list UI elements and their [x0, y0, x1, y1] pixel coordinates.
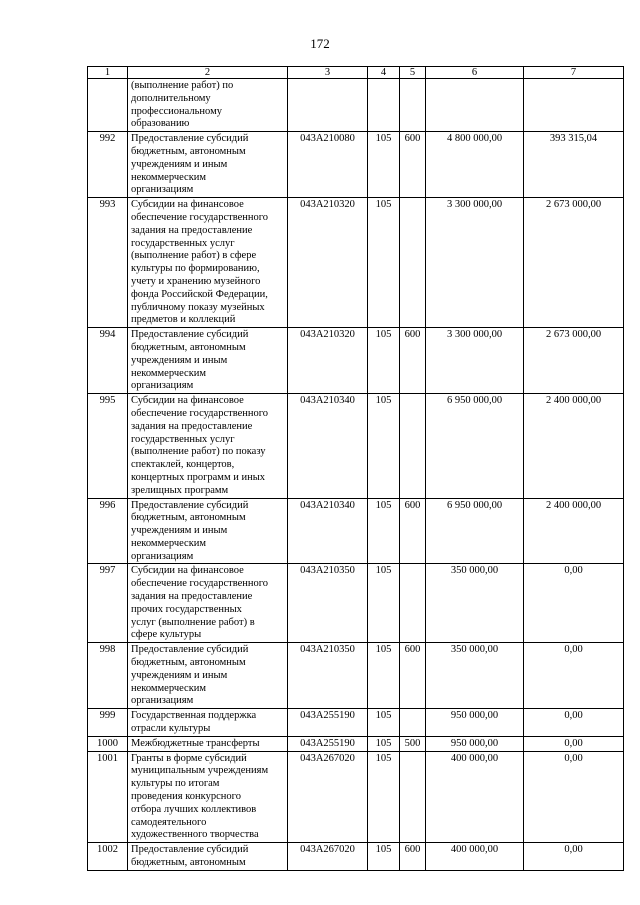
amount-col6-cell	[426, 643, 524, 709]
row-number-cell	[88, 198, 128, 328]
amount-col7-cell	[524, 328, 624, 394]
amount-col6-text: 350 000,00	[450, 565, 499, 577]
header-cell-3: 3	[288, 67, 368, 79]
description-text: Субсидии на финансовое обеспечение государственного задания на предоставление государственных услуг (выполнение работ) в сфере культуры по формированию, учету и хранению музейного фонда Российской Федерации, публичному показу музейных предметов и коллекций	[131, 199, 269, 326]
amount-col6-cell	[426, 843, 524, 871]
amount-col6-cell	[426, 736, 524, 751]
section-code-cell	[368, 843, 400, 871]
row-number-cell	[88, 751, 128, 843]
amount-col6-cell	[426, 328, 524, 394]
section-code-text: 105	[375, 710, 392, 722]
description-text: Субсидии на финансовое обеспечение государственного задания на предоставление прочих государственных услуг (выполнение работ) в сфере культуры	[131, 565, 269, 641]
section-code-cell	[368, 751, 400, 843]
description-cell	[128, 198, 288, 328]
row-number-cell	[88, 736, 128, 751]
expense-type-cell	[400, 709, 426, 737]
page-number: 172	[310, 36, 330, 51]
target-code-text: 043А210350	[300, 565, 355, 577]
target-code-text: 043А267020	[300, 752, 355, 764]
header-cell-2: 2	[128, 67, 288, 79]
expense-type-text: 600	[404, 499, 421, 511]
table-row	[88, 394, 624, 498]
amount-col6-cell	[426, 132, 524, 198]
description-cell	[128, 751, 288, 843]
row-number-cell	[88, 643, 128, 709]
section-code-text: 105	[375, 752, 392, 764]
header-cell-5: 5	[400, 67, 426, 79]
header-cell-4: 4	[368, 67, 400, 79]
header-cell-6: 6	[426, 67, 524, 79]
description-text: Межбюджетные трансферты	[131, 737, 260, 749]
row-number-cell	[88, 79, 128, 132]
amount-col7-cell	[524, 709, 624, 737]
expense-type-cell	[400, 394, 426, 498]
amount-col7-text: 2 400 000,00	[545, 499, 602, 511]
amount-col6-text: 3 300 000,00	[446, 329, 503, 341]
target-code-text: 043А210340	[300, 499, 355, 511]
target-code-text: 043А255190	[300, 710, 355, 722]
description-cell	[128, 132, 288, 198]
description-text: Предоставление субсидий бюджетным, автономным учреждениям и иным некоммерческим организациям	[131, 329, 249, 392]
amount-col7-text: 0,00	[564, 844, 583, 856]
amount-col6-cell	[426, 79, 524, 132]
table-row	[88, 498, 624, 564]
section-code-text: 105	[375, 329, 392, 341]
row-number-cell	[88, 709, 128, 737]
table-row	[88, 736, 624, 751]
target-code-cell	[288, 79, 368, 132]
row-number-text: 1001	[97, 752, 118, 764]
amount-col7-text: 2 673 000,00	[545, 329, 602, 341]
target-code-cell	[288, 328, 368, 394]
row-number-text: 992	[99, 133, 116, 145]
amount-col7-text: 0,00	[564, 752, 583, 764]
expense-type-cell	[400, 736, 426, 751]
target-code-text: 043А210320	[300, 329, 355, 341]
target-code-cell	[288, 736, 368, 751]
expense-type-cell	[400, 751, 426, 843]
expense-type-text: 600	[404, 644, 421, 656]
amount-col7-cell	[524, 643, 624, 709]
description-text: (выполнение работ) по дополнительному профессиональному образованию	[131, 80, 234, 130]
row-number-cell	[88, 132, 128, 198]
amount-col6-text: 3 300 000,00	[446, 199, 503, 211]
amount-col6-text: 6 950 000,00	[446, 395, 503, 407]
table-row	[88, 709, 624, 737]
row-number-cell	[88, 564, 128, 643]
amount-col6-cell	[426, 751, 524, 843]
row-number-text: 998	[99, 644, 116, 656]
expense-type-text: 600	[404, 329, 421, 341]
section-code-text: 105	[375, 499, 392, 511]
section-code-cell	[368, 564, 400, 643]
amount-col7-text: 0,00	[564, 565, 583, 577]
expense-type-cell	[400, 498, 426, 564]
description-text: Государственная поддержка отрасли культуры	[131, 710, 257, 735]
row-number-cell	[88, 328, 128, 394]
section-code-text: 105	[375, 737, 392, 749]
amount-col6-text: 400 000,00	[450, 844, 499, 856]
amount-col7-cell	[524, 132, 624, 198]
row-number-text: 993	[99, 199, 116, 211]
section-code-cell	[368, 643, 400, 709]
table-row	[88, 843, 624, 871]
amount-col7-cell	[524, 498, 624, 564]
amount-col6-text: 6 950 000,00	[446, 499, 503, 511]
section-code-cell	[368, 328, 400, 394]
table-body	[88, 67, 624, 871]
section-code-cell	[368, 736, 400, 751]
target-code-text: 043А210350	[300, 644, 355, 656]
description-cell	[128, 564, 288, 643]
amount-col6-text: 400 000,00	[450, 752, 499, 764]
budget-table	[87, 66, 624, 871]
amount-col7-text: 393 315,04	[549, 133, 598, 145]
amount-col7-cell	[524, 394, 624, 498]
table-header-row	[88, 67, 624, 79]
amount-col7-cell	[524, 843, 624, 871]
row-number-text: 994	[99, 329, 116, 341]
target-code-text: 043А255190	[300, 737, 355, 749]
amount-col6-text: 950 000,00	[450, 737, 499, 749]
target-code-cell	[288, 564, 368, 643]
row-number-text: 997	[99, 565, 116, 577]
expense-type-cell	[400, 79, 426, 132]
amount-col7-text: 0,00	[564, 737, 583, 749]
table-row	[88, 751, 624, 843]
section-code-cell	[368, 498, 400, 564]
amount-col7-cell	[524, 198, 624, 328]
table-row	[88, 79, 624, 132]
expense-type-cell	[400, 643, 426, 709]
amount-col7-cell	[524, 736, 624, 751]
description-text: Предоставление субсидий бюджетным, автономным	[131, 844, 249, 869]
amount-col7-text: 0,00	[564, 644, 583, 656]
description-text: Предоставление субсидий бюджетным, автономным учреждениям и иным некоммерческим организациям	[131, 644, 249, 707]
row-number-text: 999	[99, 710, 116, 722]
table-row	[88, 564, 624, 643]
amount-col6-text: 350 000,00	[450, 644, 499, 656]
amount-col6-cell	[426, 564, 524, 643]
section-code-cell	[368, 709, 400, 737]
target-code-text: 043А210080	[300, 133, 355, 145]
row-number-cell	[88, 498, 128, 564]
amount-col6-cell	[426, 498, 524, 564]
amount-col6-text: 4 800 000,00	[446, 133, 503, 145]
description-text: Предоставление субсидий бюджетным, автономным учреждениям и иным некоммерческим организациям	[131, 133, 249, 196]
row-number-text: 996	[99, 499, 116, 511]
target-code-cell	[288, 498, 368, 564]
table-row	[88, 328, 624, 394]
target-code-cell	[288, 751, 368, 843]
section-code-cell	[368, 198, 400, 328]
description-text: Предоставление субсидий бюджетным, автономным учреждениям и иным некоммерческим организациям	[131, 499, 249, 562]
description-cell	[128, 843, 288, 871]
target-code-text: 043А267020	[300, 844, 355, 856]
header-cell-1: 1	[88, 67, 128, 79]
row-number-text: 1002	[97, 844, 118, 856]
target-code-cell	[288, 394, 368, 498]
row-number-cell	[88, 394, 128, 498]
amount-col6-cell	[426, 394, 524, 498]
section-code-text: 105	[375, 395, 392, 407]
amount-col6-text: 950 000,00	[450, 710, 499, 722]
target-code-cell	[288, 198, 368, 328]
target-code-cell	[288, 132, 368, 198]
description-cell	[128, 394, 288, 498]
section-code-text: 105	[375, 565, 392, 577]
table-row	[88, 643, 624, 709]
amount-col7-cell	[524, 564, 624, 643]
expense-type-text: 500	[404, 737, 421, 749]
row-number-text: 995	[99, 395, 116, 407]
amount-col6-cell	[426, 709, 524, 737]
description-text: Гранты в форме субсидий муниципальным учреждениям культуры по итогам проведения конкурсного отбора лучших коллективов самодеятельного художественного творчества	[131, 752, 269, 841]
description-cell	[128, 328, 288, 394]
target-code-cell	[288, 843, 368, 871]
table-row	[88, 132, 624, 198]
description-text: Субсидии на финансовое обеспечение государственного задания на предоставление государственных услуг (выполнение работ) по показу спектаклей, концертов, концертных программ и иных зрелищных программ	[131, 395, 269, 496]
expense-type-text: 600	[404, 133, 421, 145]
description-cell	[128, 736, 288, 751]
amount-col6-cell	[426, 198, 524, 328]
row-number-cell	[88, 843, 128, 871]
description-cell	[128, 643, 288, 709]
section-code-cell	[368, 132, 400, 198]
row-number-text: 1000	[97, 737, 118, 749]
target-code-cell	[288, 643, 368, 709]
expense-type-text: 600	[404, 844, 421, 856]
amount-col7-text: 0,00	[564, 710, 583, 722]
expense-type-cell	[400, 132, 426, 198]
section-code-cell	[368, 394, 400, 498]
expense-type-cell	[400, 328, 426, 394]
target-code-cell	[288, 709, 368, 737]
amount-col7-text: 2 673 000,00	[545, 199, 602, 211]
section-code-cell	[368, 79, 400, 132]
description-cell	[128, 709, 288, 737]
target-code-text: 043А210320	[300, 199, 355, 211]
section-code-text: 105	[375, 644, 392, 656]
expense-type-cell	[400, 564, 426, 643]
description-cell	[128, 79, 288, 132]
section-code-text: 105	[375, 199, 392, 211]
amount-col7-text: 2 400 000,00	[545, 395, 602, 407]
section-code-text: 105	[375, 844, 392, 856]
description-cell	[128, 498, 288, 564]
expense-type-cell	[400, 198, 426, 328]
target-code-text: 043А210340	[300, 395, 355, 407]
expense-type-cell	[400, 843, 426, 871]
amount-col7-cell	[524, 751, 624, 843]
header-cell-7: 7	[524, 67, 624, 79]
table-row	[88, 198, 624, 328]
amount-col7-cell	[524, 79, 624, 132]
section-code-text: 105	[375, 133, 392, 145]
